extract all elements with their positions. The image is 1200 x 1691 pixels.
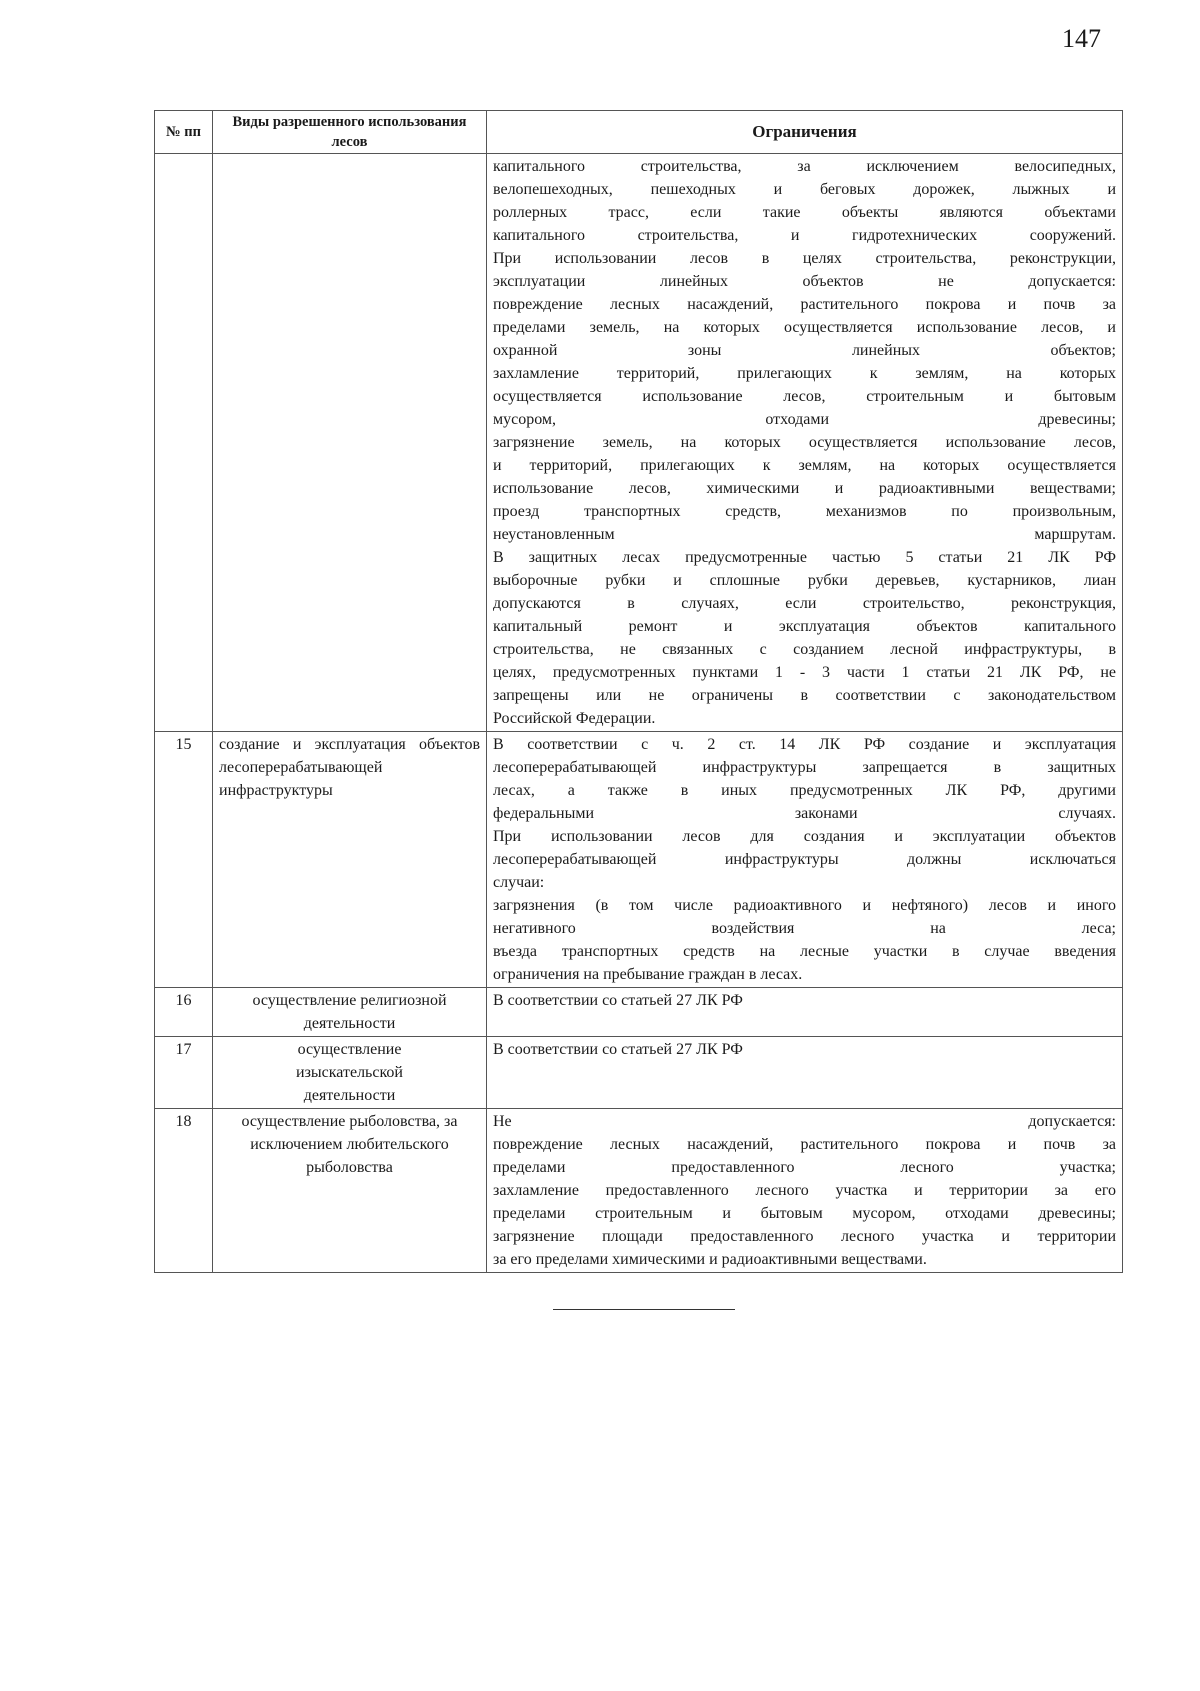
restrictions-table [154,110,1123,1273]
restriction-line: допускаются в случаях, если строительство, реконструкция, [493,595,1116,612]
restriction-line: При использовании лесов для создания и эксплуатации объектов [493,828,1116,845]
restriction-line: негативного воздействия на леса; [493,920,1116,937]
row-num: 16 [155,988,213,1037]
table-row [155,732,1123,988]
restriction-line: выборочные рубки и сплошные рубки деревьев, кустарников, лиан [493,572,1116,589]
restriction-line: въезда транспортных средств на лесные участки в случае введения [493,943,1116,960]
restriction-line: осуществляется использование лесов, строительным и бытовым [493,388,1116,405]
restriction-line: Не допускается: [493,1113,1116,1130]
restriction-line: загрязнения (в том числе радиоактивного и нефтяного) лесов и иного [493,897,1116,914]
row-num: 18 [155,1109,213,1273]
restriction-line: роллерных трасс, если такие объекты являются объектами [493,204,1116,221]
restriction-line: Российской Федерации. [493,710,656,727]
end-of-table-rule [553,1309,735,1310]
restriction-line: охранной зоны линейных объектов; [493,342,1116,359]
restriction-line: запрещены или не ограничены в соответствии с законодательством [493,687,1116,704]
row-num-empty [155,154,213,732]
restriction-line: пределами строительным и бытовым мусором, отходами древесины; [493,1205,1116,1222]
restriction-line: захламление предоставленного лесного участка и территории за его [493,1182,1116,1199]
use-type-cell: создание и эксплуатация объектов лесоперерабатывающей инфраструктуры [213,732,487,988]
restriction-line: федеральными законами случаях. [493,805,1116,822]
restriction-line: лесоперерабатывающей инфраструктуры должны исключаться [493,851,1116,868]
restrictions-cell [487,732,1123,988]
restriction-line: целях, предусмотренных пунктами 1 - 3 части 1 статьи 21 ЛК РФ, не [493,664,1116,681]
restriction-line: использование лесов, химическими и радиоактивными веществами; [493,480,1116,497]
restriction-line: захламление территорий, прилегающих к землям, на которых [493,365,1116,382]
header-num: № пп [155,111,213,154]
restrictions-cell [487,988,1123,1037]
restriction-line: капитального строительства, и гидротехнических сооружений. [493,227,1116,244]
use-type-cell: осуществление религиозной деятельности [213,988,487,1037]
restriction-line: В соответствии с ч. 2 ст. 14 ЛК РФ создание и эксплуатация [493,736,1116,753]
restrictions-cell [487,1037,1123,1109]
restriction-line: строительства, не связанных с созданием лесной инфраструктуры, в [493,641,1116,658]
table-row-continuation [155,154,1123,732]
table-header-row [155,111,1123,154]
restriction-line: пределами земель, на которых осуществляется использование лесов, и [493,319,1116,336]
restriction-line: капитальный ремонт и эксплуатация объектов капитального [493,618,1116,635]
restriction-line: за его пределами химическими и радиоактивными веществами. [493,1251,927,1268]
row-num: 15 [155,732,213,988]
restriction-line: и территорий, прилегающих к землям, на которых осуществляется [493,457,1116,474]
restriction-line: лесах, а также в иных предусмотренных ЛК РФ, другими [493,782,1116,799]
restriction-line: загрязнение земель, на которых осуществляется использование лесов, [493,434,1116,451]
restriction-line: При использовании лесов в целях строительства, реконструкции, [493,250,1116,267]
row-type-empty [213,154,487,732]
use-type-cell: осуществление рыболовства, за исключением любительского рыболовства [213,1109,487,1273]
restriction-line: повреждение лесных насаждений, растительного покрова и почв за [493,1136,1116,1153]
use-type-cell: осуществление изыскательской деятельности [213,1037,487,1109]
restriction-line: случаи: [493,874,545,891]
restrictions-cell [487,1109,1123,1273]
restriction-line: В соответствии со статьей 27 ЛК РФ [493,992,743,1009]
table-row [155,988,1123,1037]
header-use-type: Виды разрешенного использования лесов [213,111,487,154]
row-num: 17 [155,1037,213,1109]
table-row [155,1037,1123,1109]
page-number: 147 [1062,24,1101,53]
table-row [155,1109,1123,1273]
restriction-line: неустановленным маршрутам. [493,526,1116,543]
restriction-line: лесоперерабатывающей инфраструктуры запрещается в защитных [493,759,1116,776]
header-restrictions: Ограничения [487,111,1123,154]
restriction-line: мусором, отходами древесины; [493,411,1116,428]
restrictions-cell [487,154,1123,732]
restriction-line: В соответствии со статьей 27 ЛК РФ [493,1041,743,1058]
restriction-line: В защитных лесах предусмотренные частью 5 статьи 21 ЛК РФ [493,549,1116,566]
restriction-line: повреждение лесных насаждений, растительного покрова и почв за [493,296,1116,313]
restriction-line: ограничения на пребывание граждан в лесах. [493,966,803,983]
restriction-line: капитального строительства, за исключением велосипедных, [493,158,1116,175]
restriction-line: эксплуатации линейных объектов не допускается: [493,273,1116,290]
restriction-line: пределами предоставленного лесного участка; [493,1159,1116,1176]
restriction-line: загрязнение площади предоставленного лесного участка и территории [493,1228,1116,1245]
restriction-line: проезд транспортных средств, механизмов по произвольным, [493,503,1116,520]
restriction-line: велопешеходных, пешеходных и беговых дорожек, лыжных и [493,181,1116,198]
